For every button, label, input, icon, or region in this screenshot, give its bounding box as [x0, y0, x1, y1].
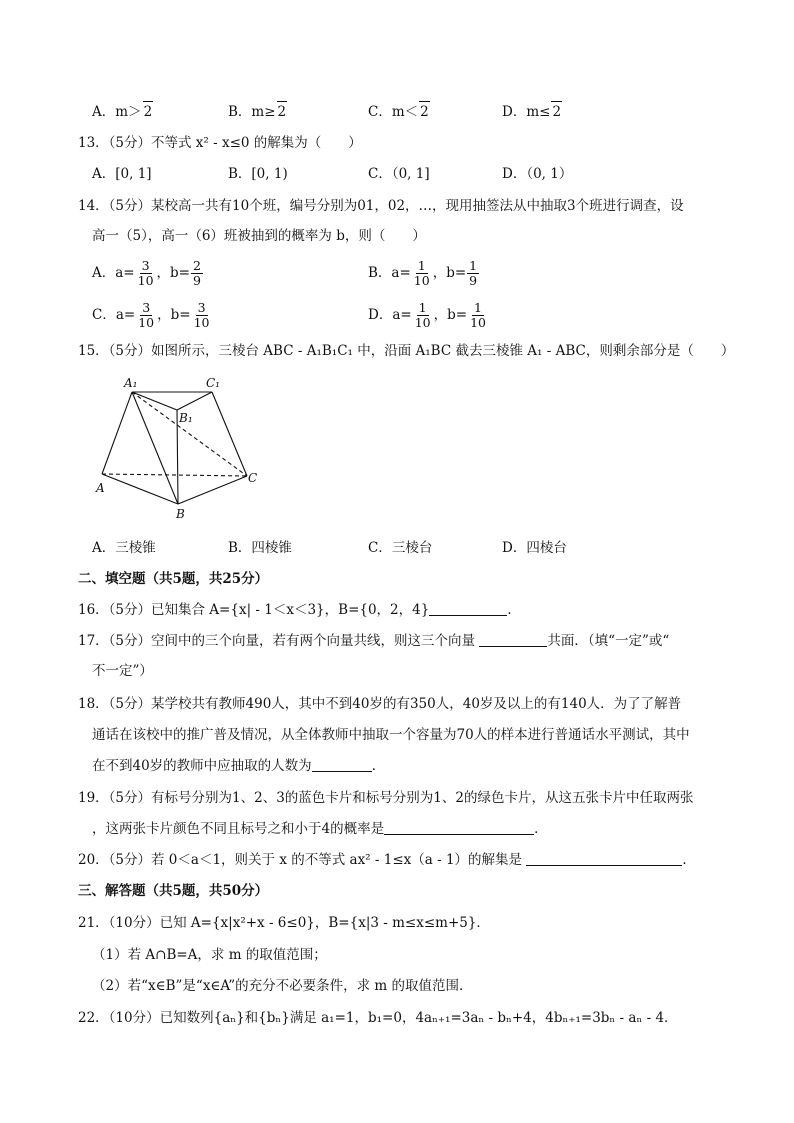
label-c1: C₁	[206, 376, 220, 390]
label-a1: A₁	[124, 376, 138, 390]
q21-part1: （1）若 A∩B=A，求 m 的取值范围；	[92, 947, 327, 963]
q12-option-d: D．m≤ 2	[502, 101, 562, 122]
edge-b-c	[178, 476, 247, 504]
q20-answer-blank[interactable]	[526, 851, 682, 866]
q13-stem: 13．（5分）不等式 x² - x≤0 的解集为（ ）	[78, 135, 362, 151]
q15-option-a: A．三棱锥	[92, 540, 156, 556]
q12-option-b: B．m≥ 2	[228, 101, 287, 122]
q19-answer-blank[interactable]	[384, 820, 534, 835]
label-b: B	[176, 507, 185, 521]
q14-option-d: D．a= $\frac{1}{10}$ ，b= $\frac{1}{10}$	[368, 300, 486, 330]
label-c: C	[248, 471, 258, 485]
q17-answer-blank[interactable]	[479, 632, 547, 647]
q20: 20．（5分）若 0＜a＜1，则关于 x 的不等式 ax² - 1≤x（a - 1）的解集是 ．	[78, 852, 696, 868]
q15-option-d: D．四棱台	[502, 540, 567, 556]
q16: 16．（5分）已知集合 A={x| - 1＜x＜3}，B={0，2，4} ．	[78, 602, 521, 618]
q14-option-b: B．a= $\frac{1}{10}$ ，b= $\frac{1}{9}$	[368, 258, 478, 288]
edge-a-c-hidden	[102, 474, 247, 476]
q12-option-c: C．m＜ 2	[368, 101, 430, 122]
q21-part2: （2）若“x∈B”是“x∈A”的充分不必要条件，求 m 的取值范围．	[92, 978, 473, 994]
q15-option-b: B．四棱锥	[228, 540, 292, 556]
q14-stem-line2: 高一（5），高一（6）班被抽到的概率为 b，则（ ）	[92, 228, 426, 244]
label-a: A	[96, 481, 105, 495]
q17-line1: 17．（5分）空间中的三个向量，若有两个向量共线，则这三个向量 共面．（填“一定”或“	[78, 633, 670, 649]
q13-option-d: D．（0, 1）	[502, 166, 573, 182]
edge-b1-b	[177, 410, 178, 504]
label-b1: B₁	[179, 411, 193, 425]
q19-line2: ，这两张卡片颜色不同且标号之和小于4的概率是 ．	[92, 821, 548, 837]
q13-option-b: B．[0, 1)	[228, 166, 288, 182]
q16-answer-blank[interactable]	[429, 601, 507, 616]
edge-a1-a	[102, 392, 132, 474]
section-3-heading: 三、解答题（共5题，共50分）	[78, 883, 269, 899]
q15-stem: 15．（5分）如图所示，三棱台 ABC - A₁B₁C₁ 中，沿面 A₁BC 截去三棱锥 A₁ - ABC，则剩余部分是（ ）	[78, 343, 735, 359]
edge-b1-c1	[177, 392, 212, 410]
q14-option-a: A．a= $\frac{3}{10}$ ，b= $\frac{2}{9}$	[92, 258, 201, 288]
frustum-figure	[92, 372, 272, 522]
q15-option-c: C．三棱台	[368, 540, 433, 556]
q18-answer-blank[interactable]	[312, 757, 372, 772]
q14-stem-line1: 14．（5分）某校高一共有10个班，编号分别为01，02，…，现用抽签法从中抽取3个班进行调查，设	[78, 198, 684, 214]
q17-line2: 不一定”）	[92, 663, 153, 679]
q14-option-c: C．a= $\frac{3}{10}$ ，b= $\frac{3}{10}$	[92, 300, 210, 330]
section-2-heading: 二、填空题（共5题，共25分）	[78, 571, 269, 587]
q18-line1: 18．（5分）某学校共有教师490人，其中不到40岁的有350人，40岁及以上的有140人．为了了解普	[78, 696, 682, 712]
q13-option-c: C．（0, 1]	[368, 166, 430, 182]
q12-option-a: A．m＞ 2	[92, 101, 153, 122]
q18-line2: 通话在该校中的推广普及情况，从全体教师中抽取一个容量为70人的样本进行普通话水平测试，其中	[92, 727, 690, 743]
q19-line1: 19．（5分）有标号分别为1、2、3的蓝色卡片和标号分别为1、2的绿色卡片，从这五张卡片中任取两张	[78, 790, 694, 806]
q21-line1: 21．（10分）已知 A={x|x²+x - 6≤0}，B={x|3 - m≤x≤m+5}．	[78, 915, 490, 931]
q13-option-a: A．[0, 1]	[92, 166, 152, 182]
edge-a-b	[102, 474, 178, 504]
q22: 22．（10分）已知数列{aₙ}和{bₙ}满足 a₁=1，b₁=0，4aₙ₊₁=3aₙ - bₙ+4，4bₙ₊₁=3bₙ - aₙ - 4．	[78, 1010, 678, 1026]
q18-line3: 在不到40岁的教师中应抽取的人数为 ．	[92, 758, 386, 774]
